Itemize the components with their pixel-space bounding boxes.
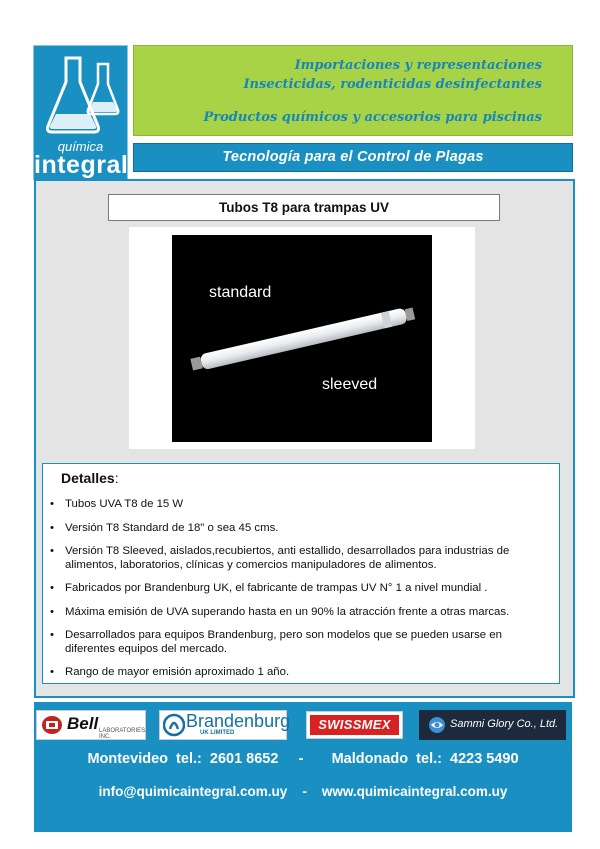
product-title-box (108, 194, 500, 221)
list-item-text: Versión T8 Sleeved, aislados,recubiertos, anti estallido, desarrollados para industrias de alimentos, laboratorios, clínicas y comercios manipuladores de alimentos. (65, 545, 510, 571)
brand-name-bell: Bell (67, 714, 99, 733)
brand-name-swissmex: SWISSMEX (318, 717, 391, 732)
list-item (43, 666, 555, 680)
brand-sub-bell: LABORATORIES, INC. (99, 728, 147, 740)
product-title: Tubos T8 para trampas UV (218, 200, 390, 215)
logo-word-quimica: química (57, 139, 104, 154)
details-list (43, 498, 555, 690)
brand-name-brandenburg: Brandenburg (186, 711, 291, 731)
list-item (43, 629, 555, 656)
flask-icon (44, 52, 120, 138)
brand-logo-bell (36, 710, 146, 740)
tagline-bar (133, 143, 573, 172)
bell-logo-icon (41, 715, 63, 735)
brand-name-sammi-glory: Sammi Glory Co., Ltd. (450, 718, 559, 730)
details-heading (61, 470, 119, 486)
label-sleeved: sleeved (322, 376, 378, 393)
sammi-logo-icon (428, 716, 446, 734)
brand-logo-swissmex (306, 711, 403, 739)
contact-phones: Montevideo tel.: 2601 8652 - Maldonado tel.: 4223 5490 (87, 751, 519, 767)
swissmex-badge (310, 715, 399, 735)
list-item-text: Desarrollados para equipos Brandenburg, pero son modelos que se pueden usarse en diferentes equipos del mercado. (65, 629, 502, 655)
product-panel (34, 179, 575, 698)
list-item (43, 582, 555, 596)
service-line-insecticides: Insecticidas, rodenticidas desinfectantes (243, 77, 542, 92)
brandenburg-logo-icon (163, 713, 185, 737)
product-photo-frame (129, 227, 475, 449)
list-item-text: Máxima emisión de UVA superando hasta en un 90% la atracción frente a otras marcas. (65, 605, 510, 618)
quimica-integral-logo (33, 45, 128, 180)
bullet-icon: • (50, 498, 54, 510)
list-item-text: Rango de mayor emisión aproximado 1 año. (65, 666, 290, 678)
list-item-text: Versión T8 Standard de 18" o sea 45 cms. (65, 521, 279, 534)
service-line-imports: Importaciones y representaciones (294, 58, 542, 73)
brand-logo-sammi-glory (419, 710, 566, 740)
details-heading-colon: : (114, 470, 119, 486)
list-item-text: Fabricados por Brandenburg UK, el fabricante de trampas UV N° 1 a nivel mundial . (65, 582, 488, 594)
list-item (43, 522, 555, 536)
service-line-pool-products: Productos químicos y accesorios para piscinas (203, 110, 542, 125)
details-heading-text: Detalles (61, 470, 115, 486)
footer (34, 702, 572, 832)
logo-word-integral: integral (34, 151, 129, 179)
brand-sub-brandenburg: UK LIMITED (200, 730, 235, 736)
list-item (43, 498, 555, 512)
details-box (42, 463, 560, 684)
product-photo (172, 235, 432, 442)
contact-email-website[interactable]: info@quimicaintegral.com.uy - www.quimicaintegral.com.uy (98, 784, 508, 799)
list-item (43, 606, 555, 620)
label-standard: standard (209, 284, 272, 301)
list-item-text: Tubos UVA T8 de 15 W (65, 498, 184, 510)
bullet-icon: • (50, 521, 54, 534)
bullet-icon: • (50, 666, 54, 678)
brand-logo-brandenburg (159, 710, 291, 740)
bullet-icon: • (50, 629, 54, 641)
list-item (43, 545, 555, 572)
uv-tube-image (187, 305, 419, 375)
services-banner (133, 45, 573, 136)
bullet-icon: • (50, 582, 54, 594)
tagline: Tecnología para el Control de Plagas (222, 149, 484, 165)
bullet-icon: • (50, 545, 54, 557)
bullet-icon: • (50, 605, 54, 618)
